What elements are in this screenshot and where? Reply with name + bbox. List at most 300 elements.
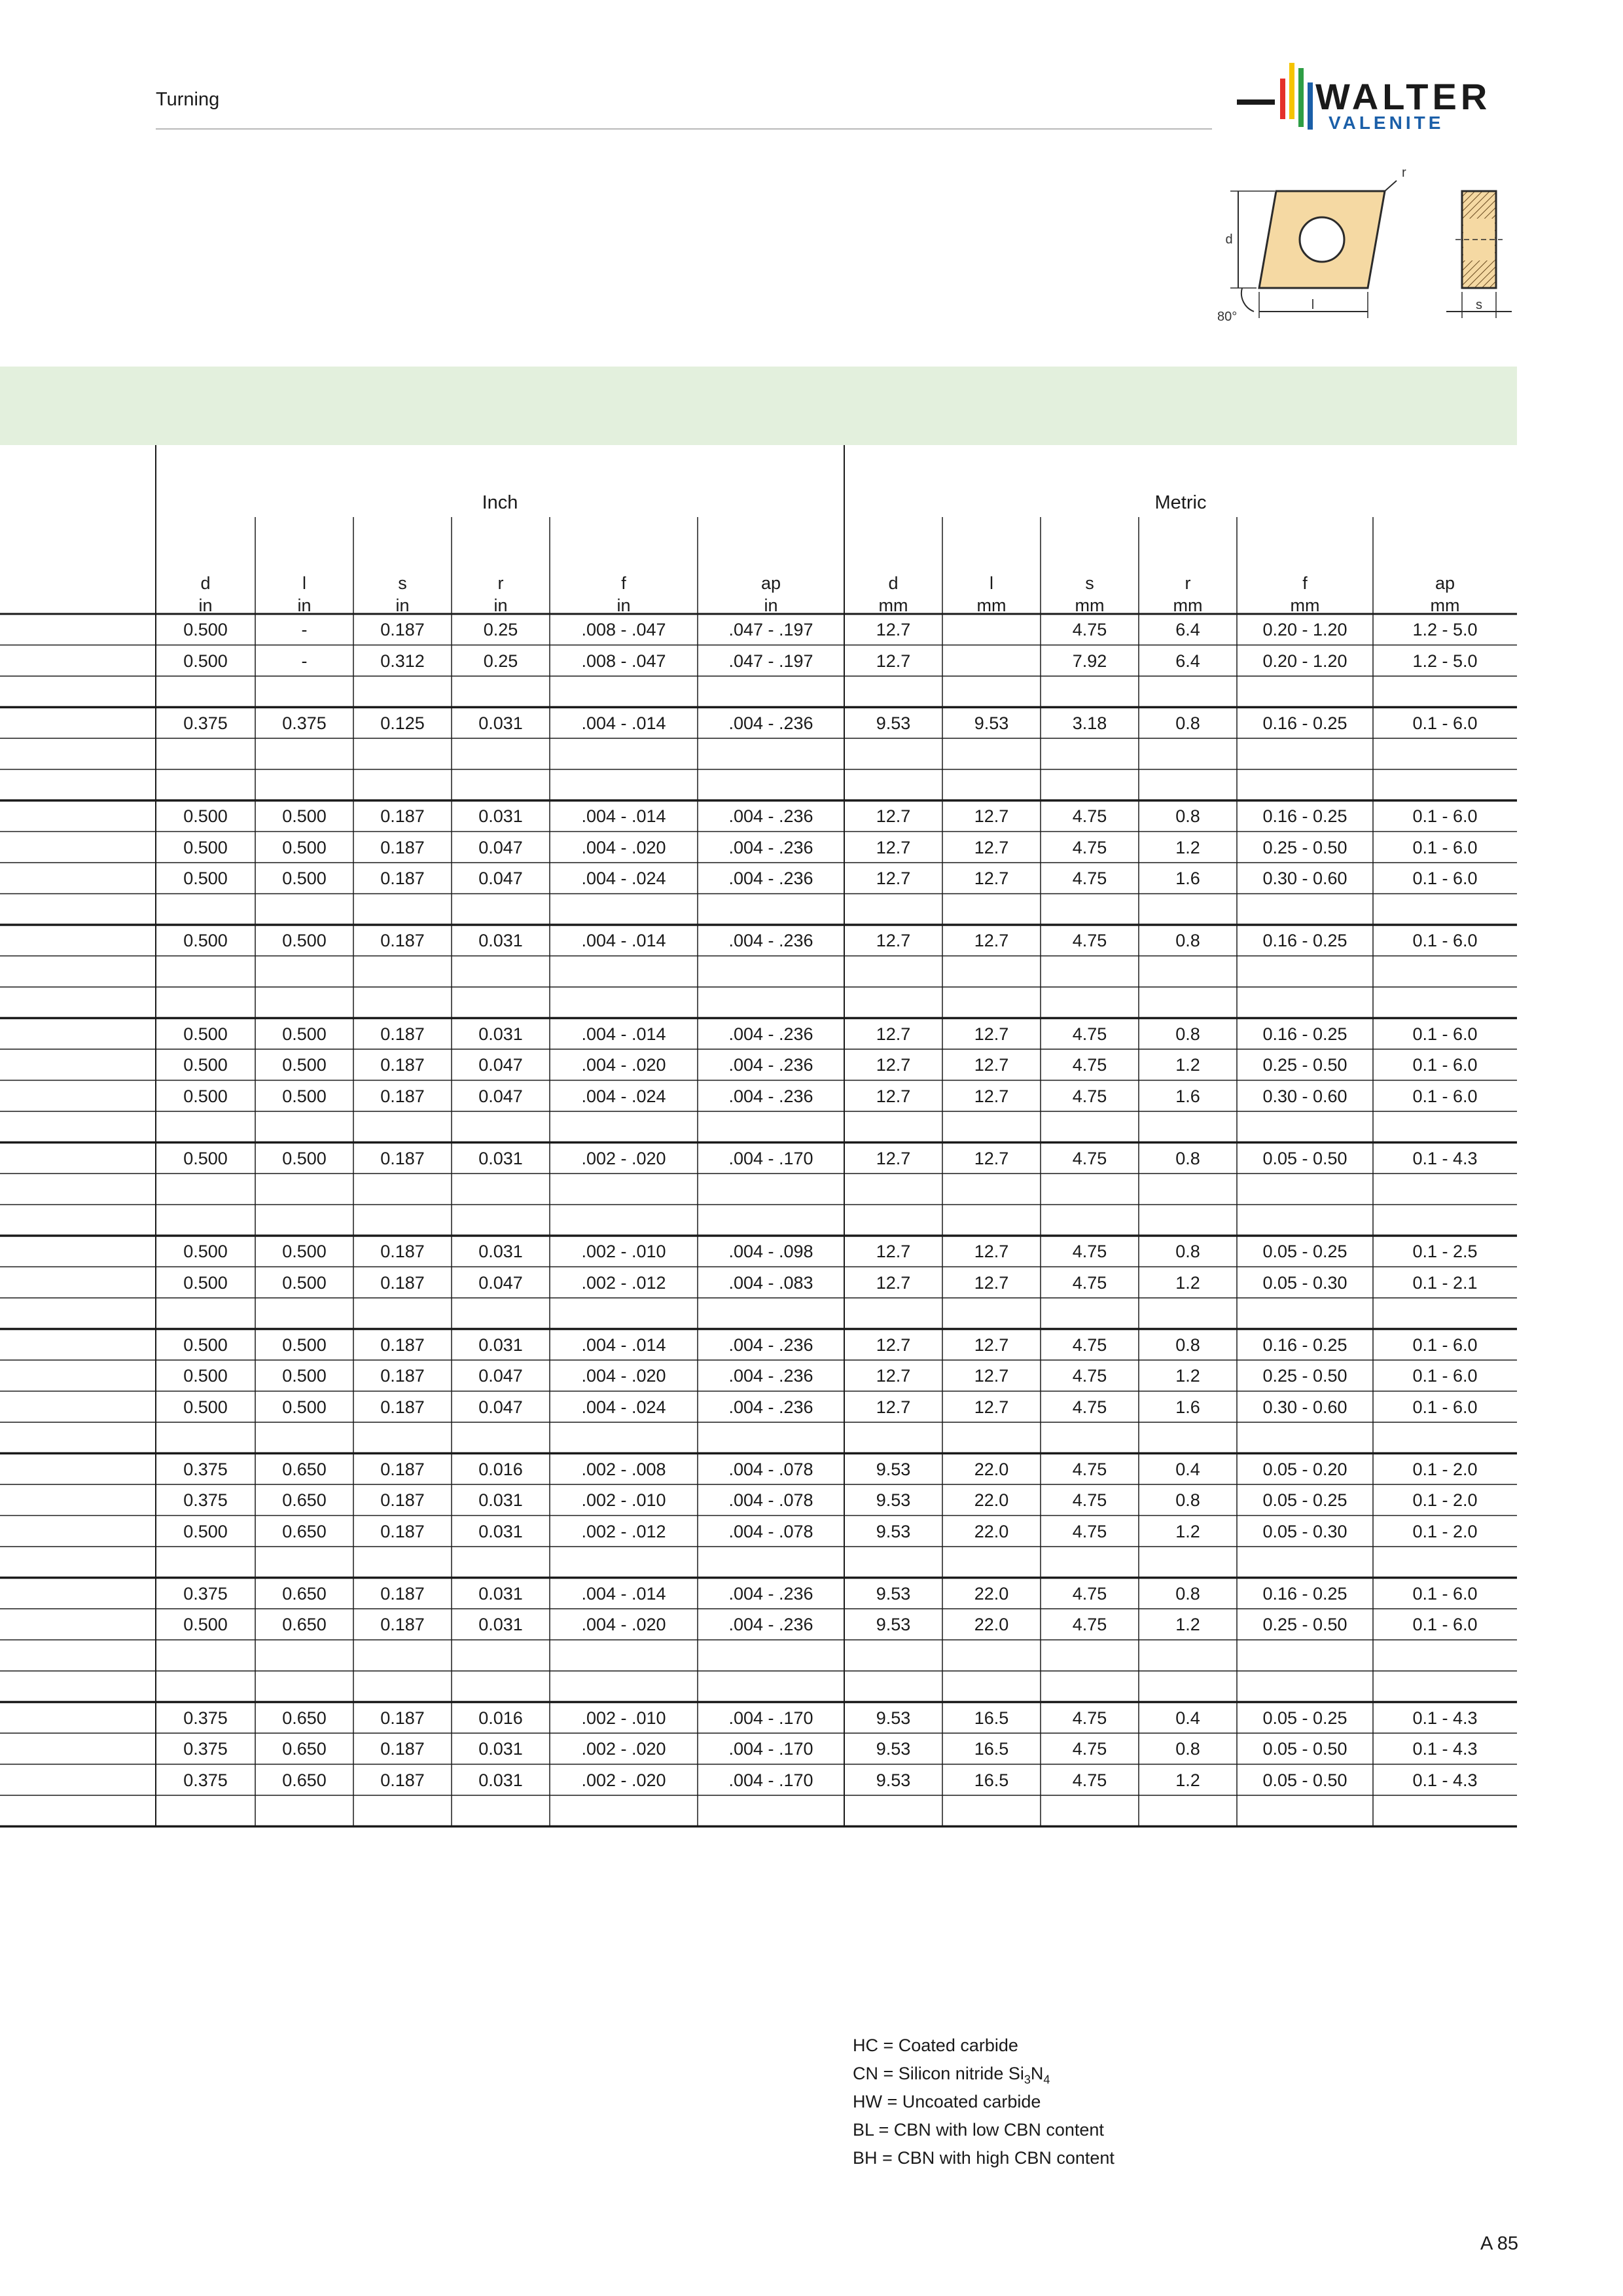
insert-diagram (1191, 164, 1531, 327)
table-cell: 0.047 (478, 837, 523, 857)
table-cell: .004 - .236 (728, 1086, 813, 1106)
table-cell: .004 - .078 (728, 1521, 813, 1541)
table-cell: 0.187 (380, 806, 425, 826)
table-cell: .004 - .170 (728, 1708, 813, 1728)
table-cell: .004 - .020 (581, 837, 666, 857)
table-cell: 12.7 (974, 931, 1009, 950)
table-cell: 12.7 (876, 1148, 911, 1168)
dim-label-angle: 80° (1217, 310, 1238, 324)
table-cell: 0.1 - 6.0 (1412, 1055, 1478, 1075)
column-header-unit: mm (1430, 596, 1460, 615)
table-cell: 0.8 (1175, 1242, 1200, 1261)
table-cell: 4.75 (1072, 1490, 1107, 1510)
table-cell: 0.500 (282, 806, 327, 826)
group-label-inch: Inch (482, 492, 518, 513)
table-cell: .004 - .024 (581, 1397, 666, 1417)
table-cell: 9.53 (876, 1615, 911, 1634)
table-cell: 0.031 (478, 1583, 523, 1604)
table-cell: 22.0 (974, 1583, 1009, 1604)
table-cell: 0.25 - 0.50 (1262, 1055, 1347, 1075)
table-cell: 4.75 (1072, 1148, 1107, 1168)
table-cell: 0.16 - 0.25 (1262, 806, 1347, 826)
logo-bar-yellow (1289, 63, 1294, 119)
table-cell: 0.016 (478, 1459, 523, 1479)
table-cell: 12.7 (876, 1397, 911, 1417)
table-cell: 0.031 (478, 806, 523, 826)
table-cell: 0.187 (380, 1615, 425, 1634)
table-cell: 0.031 (478, 1148, 523, 1168)
table-cell: 0.1 - 6.0 (1412, 1615, 1478, 1634)
table-cell: .004 - .020 (581, 1055, 666, 1075)
table-cell: 4.75 (1072, 1521, 1107, 1541)
table-cell: 0.375 (183, 1770, 228, 1790)
table-cell: 0.187 (380, 837, 425, 857)
table-cell: 12.7 (974, 1055, 1009, 1075)
table-cell: 0.500 (282, 1024, 327, 1044)
table-cell: 0.031 (478, 931, 523, 950)
table-cell: 0.187 (380, 931, 425, 950)
table-cell: 0.16 - 0.25 (1262, 1335, 1347, 1355)
table-cell: .004 - .024 (581, 1086, 666, 1106)
table-cell: 0.05 - 0.25 (1262, 1242, 1347, 1261)
table-cell: 4.75 (1072, 1335, 1107, 1355)
table-cell: 0.650 (282, 1739, 327, 1759)
table-cell: 0.031 (478, 1770, 523, 1790)
table-cell: 4.75 (1072, 837, 1107, 857)
table-cell: .004 - .236 (728, 837, 813, 857)
table-cell: .002 - .020 (581, 1739, 666, 1759)
table-cell: 0.650 (282, 1583, 327, 1604)
table-cell: 4.75 (1072, 1615, 1107, 1634)
table-cell: 12.7 (876, 806, 911, 826)
table-cell: 4.75 (1072, 869, 1107, 888)
table-cell: .047 - .197 (728, 620, 813, 639)
table-cell: .004 - .236 (728, 1024, 813, 1044)
table-cell: 0.187 (380, 869, 425, 888)
table-cell: 9.53 (876, 1770, 911, 1790)
table-cell: 12.7 (974, 869, 1009, 888)
table-cell: 0.20 - 1.20 (1262, 620, 1347, 639)
table-cell: 1.2 - 5.0 (1412, 620, 1478, 639)
table-cell: 0.187 (380, 1770, 425, 1790)
table-cell: 22.0 (974, 1615, 1009, 1634)
table-cell: 0.187 (380, 1272, 425, 1293)
insert-data-table (0, 445, 1517, 1996)
table-cell: 0.047 (478, 1086, 523, 1106)
column-header-symbol: l (302, 573, 306, 593)
table-cell: 0.16 - 0.25 (1262, 713, 1347, 733)
table-cell: 0.8 (1175, 713, 1200, 733)
table-cell: 0.1 - 6.0 (1412, 1024, 1478, 1044)
table-cell: .004 - .170 (728, 1739, 813, 1759)
table-cell: 0.375 (183, 1739, 228, 1759)
table-cell: 0.031 (478, 1739, 523, 1759)
table-cell: 0.500 (282, 1335, 327, 1355)
table-cell: 0.187 (380, 1521, 425, 1541)
table-cell: 0.8 (1175, 1024, 1200, 1044)
table-cell: .004 - .236 (728, 931, 813, 950)
table-cell: 1.6 (1175, 869, 1200, 888)
table-cell: 0.187 (380, 1490, 425, 1510)
table-cell: 4.75 (1072, 1583, 1107, 1604)
table-cell: 0.8 (1175, 1490, 1200, 1510)
table-cell: 0.375 (183, 1490, 228, 1510)
table-cell: - (301, 651, 308, 671)
page-number: A 85 (1480, 2233, 1518, 2254)
table-cell: 0.500 (282, 869, 327, 888)
table-cell: 12.7 (974, 1335, 1009, 1355)
table-cell: .002 - .008 (581, 1459, 666, 1479)
table-cell: 0.1 - 2.0 (1412, 1521, 1478, 1541)
column-header-unit: in (297, 596, 312, 615)
table-cell: .002 - .020 (581, 1148, 666, 1168)
table-cell: 12.7 (876, 620, 911, 639)
column-header-unit: mm (1173, 596, 1203, 615)
table-cell: 16.5 (974, 1770, 1009, 1790)
table-cell: 0.187 (380, 1024, 425, 1044)
table-cell: .004 - .014 (581, 713, 666, 733)
column-header-symbol: d (200, 573, 211, 593)
column-header-unit: in (493, 596, 508, 615)
table-cell: 0.1 - 6.0 (1412, 1583, 1478, 1604)
table-cell: 0.05 - 0.20 (1262, 1459, 1347, 1479)
table-cell: 0.05 - 0.30 (1262, 1521, 1347, 1541)
table-cell: .002 - .010 (581, 1490, 666, 1510)
table-grid (0, 445, 1517, 1996)
table-cell: 0.047 (478, 869, 523, 888)
table-cell: .004 - .083 (728, 1272, 813, 1293)
column-header-symbol: f (621, 573, 626, 593)
table-cell: 0.375 (183, 1708, 228, 1728)
table-cell: 9.53 (876, 1583, 911, 1604)
header-rule (156, 128, 1212, 130)
table-cell: 9.53 (876, 1490, 911, 1510)
dim-label-d: d (1225, 232, 1233, 247)
table-cell: .004 - .236 (728, 1335, 813, 1355)
table-cell: 0.500 (282, 1366, 327, 1386)
column-header-symbol: s (1085, 573, 1094, 593)
column-header-symbol: r (1185, 573, 1191, 593)
table-cell: 4.75 (1072, 1024, 1107, 1044)
table-cell: 12.7 (974, 1148, 1009, 1168)
table-cell: 0.1 - 4.3 (1412, 1708, 1478, 1728)
logo-wordmark: WALTER (1315, 76, 1491, 117)
table-cell: 12.7 (974, 1397, 1009, 1417)
table-cell: 0.500 (183, 1055, 228, 1075)
table-cell: 0.500 (183, 1148, 228, 1168)
table-cell: 0.650 (282, 1521, 327, 1541)
table-cell: 0.16 - 0.25 (1262, 931, 1347, 950)
legend-item: HC = Coated carbide (853, 2036, 1018, 2055)
page-section-title: Turning (156, 89, 220, 110)
legend-item: BH = CBN with high CBN content (853, 2148, 1115, 2168)
table-cell: 4.75 (1072, 806, 1107, 826)
table-cell: 0.500 (183, 1272, 228, 1293)
table-cell: 0.05 - 0.25 (1262, 1708, 1347, 1728)
table-cell: 9.53 (876, 1459, 911, 1479)
table-cell: 0.8 (1175, 1739, 1200, 1759)
table-cell: .004 - .098 (728, 1242, 813, 1261)
logo-subline: VALENITE (1329, 113, 1444, 133)
table-cell: 1.2 (1175, 1521, 1200, 1541)
table-cell: 6.4 (1175, 651, 1200, 671)
table-cell: 0.1 - 6.0 (1412, 1086, 1478, 1106)
table-cell: 12.7 (974, 837, 1009, 857)
table-cell: 12.7 (974, 1366, 1009, 1386)
table-cell: 0.05 - 0.25 (1262, 1490, 1347, 1510)
table-cell: .004 - .020 (581, 1366, 666, 1386)
table-cell: 0.1 - 6.0 (1412, 806, 1478, 826)
table-cell: 0.500 (183, 620, 228, 639)
table-cell: 0.500 (282, 1148, 327, 1168)
table-cell: 0.650 (282, 1708, 327, 1728)
table-cell: .002 - .010 (581, 1708, 666, 1728)
table-cell: 0.1 - 4.3 (1412, 1770, 1478, 1790)
table-cell: 0.500 (183, 1397, 228, 1417)
table-cell: .004 - .014 (581, 806, 666, 826)
table-cell: 16.5 (974, 1739, 1009, 1759)
table-cell: 0.25 - 0.50 (1262, 1615, 1347, 1634)
table-cell: 0.187 (380, 1708, 425, 1728)
table-cell: 12.7 (876, 1242, 911, 1261)
table-cell: .008 - .047 (581, 651, 666, 671)
table-cell: 0.4 (1175, 1708, 1200, 1728)
table-cell: 12.7 (974, 1242, 1009, 1261)
table-cell: 0.500 (282, 1272, 327, 1293)
table-cell: 0.8 (1175, 1583, 1200, 1604)
table-cell: .047 - .197 (728, 651, 813, 671)
legend-item: CN = Silicon nitride $Si_3N_4$ (853, 2064, 1050, 2087)
table-cell: 0.16 - 0.25 (1262, 1024, 1347, 1044)
table-cell: 9.53 (876, 1521, 911, 1541)
table-cell: .002 - .020 (581, 1770, 666, 1790)
table-cell: 0.187 (380, 1055, 425, 1075)
table-cell: 0.500 (183, 806, 228, 826)
header-band (0, 367, 1517, 445)
column-header-unit: in (616, 596, 631, 615)
table-cell: 0.16 - 0.25 (1262, 1583, 1347, 1604)
column-header-symbol: r (497, 573, 504, 593)
table-cell: 0.500 (183, 1521, 228, 1541)
table-cell: 0.8 (1175, 1148, 1200, 1168)
table-cell: 0.650 (282, 1459, 327, 1479)
table-cell: 0.031 (478, 1335, 523, 1355)
table-cell: .004 - .236 (728, 1615, 813, 1634)
table-cell: 0.1 - 6.0 (1412, 1335, 1478, 1355)
table-cell: 12.7 (876, 1366, 911, 1386)
table-cell: 0.047 (478, 1366, 523, 1386)
table-cell: .004 - .236 (728, 806, 813, 826)
table-cell: 0.500 (183, 1024, 228, 1044)
table-cell: .002 - .010 (581, 1242, 666, 1261)
table-cell: 0.20 - 1.20 (1262, 651, 1347, 671)
table-cell: 1.6 (1175, 1397, 1200, 1417)
table-cell: 16.5 (974, 1708, 1009, 1728)
table-cell: - (301, 620, 308, 639)
dim-label-r: r (1402, 166, 1406, 180)
table-cell: 22.0 (974, 1459, 1009, 1479)
table-cell: 0.1 - 6.0 (1412, 837, 1478, 857)
table-cell: 0.500 (183, 1366, 228, 1386)
table-cell: 0.016 (478, 1708, 523, 1728)
table-cell: 0.1 - 2.5 (1412, 1242, 1478, 1261)
table-cell: 12.7 (876, 651, 911, 671)
table-cell: 9.53 (876, 713, 911, 733)
table-cell: 0.187 (380, 620, 425, 639)
table-cell: 22.0 (974, 1490, 1009, 1510)
table-cell: 12.7 (876, 837, 911, 857)
column-header-unit: mm (1290, 596, 1320, 615)
table-cell: 0.8 (1175, 1335, 1200, 1355)
table-cell: 0.8 (1175, 806, 1200, 826)
table-cell: 0.031 (478, 713, 523, 733)
table-cell: 4.75 (1072, 1459, 1107, 1479)
table-cell: 0.031 (478, 1615, 523, 1634)
column-header-symbol: ap (1435, 573, 1455, 593)
brand-logo (1237, 59, 1525, 137)
table-cell: .004 - .014 (581, 1335, 666, 1355)
table-cell: 4.75 (1072, 1739, 1107, 1759)
dim-label-s: s (1476, 298, 1482, 312)
table-cell: 1.2 (1175, 1055, 1200, 1075)
table-cell: 0.25 - 0.50 (1262, 837, 1347, 857)
table-cell: .004 - .236 (728, 713, 813, 733)
column-header-unit: in (764, 596, 778, 615)
table-cell: .004 - .014 (581, 931, 666, 950)
table-cell: 1.2 (1175, 1615, 1200, 1634)
table-cell: 0.312 (380, 651, 425, 671)
table-cell: 0.30 - 0.60 (1262, 869, 1347, 888)
logo-bar-blue (1308, 82, 1313, 130)
table-cell: 4.75 (1072, 931, 1107, 950)
table-cell: .002 - .012 (581, 1521, 666, 1541)
table-cell: 4.75 (1072, 1086, 1107, 1106)
table-cell: 12.7 (974, 1024, 1009, 1044)
table-cell: 0.187 (380, 1366, 425, 1386)
table-cell: 9.53 (876, 1739, 911, 1759)
table-cell: 0.30 - 0.60 (1262, 1086, 1347, 1106)
table-cell: 4.75 (1072, 1708, 1107, 1728)
table-cell: 12.7 (876, 1055, 911, 1075)
table-cell: 0.031 (478, 1242, 523, 1261)
table-cell: .004 - .078 (728, 1490, 813, 1510)
table-cell: 1.2 (1175, 1366, 1200, 1386)
column-header-symbol: f (1302, 573, 1308, 593)
table-cell: 9.53 (974, 713, 1009, 733)
table-cell: 0.8 (1175, 931, 1200, 950)
table-cell: 0.1 - 6.0 (1412, 713, 1478, 733)
table-cell: .004 - .014 (581, 1583, 666, 1604)
table-cell: 0.1 - 2.0 (1412, 1459, 1478, 1479)
table-cell: 0.500 (282, 1397, 327, 1417)
insert-hole (1300, 217, 1344, 262)
table-cell: .004 - .236 (728, 869, 813, 888)
table-cell: 0.187 (380, 1397, 425, 1417)
table-cell: 0.375 (183, 1583, 228, 1604)
table-cell: 0.05 - 0.50 (1262, 1739, 1347, 1759)
table-cell: 0.047 (478, 1397, 523, 1417)
table-cell: .004 - .236 (728, 1583, 813, 1604)
table-cell: 0.650 (282, 1490, 327, 1510)
table-cell: 0.031 (478, 1521, 523, 1541)
table-cell: 0.500 (183, 1615, 228, 1634)
table-cell: 4.75 (1072, 1366, 1107, 1386)
table-cell: .004 - .078 (728, 1459, 813, 1479)
column-header-symbol: ap (760, 573, 781, 593)
group-label-metric: Metric (1154, 492, 1207, 513)
table-cell: 0.047 (478, 1055, 523, 1075)
table-cell: 0.25 (483, 620, 518, 639)
table-cell: 0.187 (380, 1335, 425, 1355)
table-cell: 4.75 (1072, 1055, 1107, 1075)
material-legend (853, 2032, 1115, 2172)
table-cell: 0.500 (183, 1086, 228, 1106)
logo-dash (1237, 99, 1275, 105)
table-cell: 12.7 (876, 931, 911, 950)
table-cell: 12.7 (876, 869, 911, 888)
table-cell: 0.500 (282, 1242, 327, 1261)
column-header-unit: mm (878, 596, 908, 615)
table-cell: 0.187 (380, 1086, 425, 1106)
table-cell: 0.500 (282, 1086, 327, 1106)
table-cell: 0.500 (183, 651, 228, 671)
table-cell: 0.25 - 0.50 (1262, 1366, 1347, 1386)
table-cell: 0.4 (1175, 1459, 1200, 1479)
table-cell: 1.2 (1175, 1272, 1200, 1293)
table-cell: 12.7 (876, 1272, 911, 1293)
dim-label-l: l (1311, 298, 1315, 312)
table-cell: 4.75 (1072, 620, 1107, 639)
table-cell: 12.7 (876, 1335, 911, 1355)
table-cell: 1.2 (1175, 1770, 1200, 1790)
table-cell: 0.1 - 6.0 (1412, 869, 1478, 888)
table-cell: 22.0 (974, 1521, 1009, 1541)
table-cell: 0.187 (380, 1459, 425, 1479)
table-cell: .004 - .014 (581, 1024, 666, 1044)
column-header-symbol: l (990, 573, 993, 593)
table-cell: 1.2 (1175, 837, 1200, 857)
table-cell: 3.18 (1072, 713, 1107, 733)
table-cell: 0.1 - 6.0 (1412, 1366, 1478, 1386)
table-cell: 0.125 (380, 713, 425, 733)
table-cell: 4.75 (1072, 1397, 1107, 1417)
table-cell: 0.1 - 2.1 (1412, 1272, 1478, 1293)
table-cell: 0.05 - 0.50 (1262, 1148, 1347, 1168)
table-cell: .004 - .020 (581, 1615, 666, 1634)
table-cell: 0.05 - 0.30 (1262, 1272, 1347, 1293)
table-cell: 12.7 (974, 1086, 1009, 1106)
table-cell: 1.2 - 5.0 (1412, 651, 1478, 671)
table-cell: 12.7 (876, 1024, 911, 1044)
table-cell: 0.1 - 2.0 (1412, 1490, 1478, 1510)
table-cell: 0.375 (183, 713, 228, 733)
legend-item: HW = Uncoated carbide (853, 2092, 1041, 2111)
column-header-unit: in (198, 596, 213, 615)
legend-item: BL = CBN with low CBN content (853, 2120, 1104, 2140)
table-cell: 4.75 (1072, 1242, 1107, 1261)
table-cell: 0.187 (380, 1242, 425, 1261)
table-cell: 4.75 (1072, 1272, 1107, 1293)
table-cell: 0.500 (183, 837, 228, 857)
table-cell: 0.031 (478, 1024, 523, 1044)
table-cell: .004 - .236 (728, 1366, 813, 1386)
table-cell: 0.500 (282, 1055, 327, 1075)
table-cell: 0.500 (282, 837, 327, 857)
table-cell: 0.500 (183, 869, 228, 888)
table-cell: 0.30 - 0.60 (1262, 1397, 1347, 1417)
table-cell: 4.75 (1072, 1770, 1107, 1790)
table-cell: 0.500 (282, 931, 327, 950)
